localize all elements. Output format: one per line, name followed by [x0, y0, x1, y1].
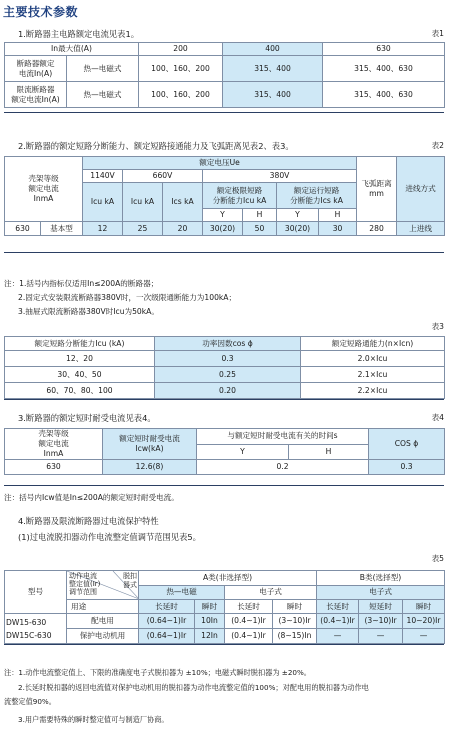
note3-line: 注：1.动作电流整定值上、下限的准确度电子式脱扣器为 ±10%；电磁式瞬时脱扣器为 ±20%。: [4, 668, 311, 677]
t5-cell: —: [359, 629, 403, 644]
t2-shell-header: 壳架等级 额定电流 InmA: [5, 157, 83, 222]
t2-wire-header: 进线方式: [397, 157, 445, 222]
t2-voltage-header: 额定电压Ue: [83, 157, 357, 170]
t5-cell: 10In: [195, 614, 225, 629]
t1-row-label: 限流断路器 额定电流In(A): [5, 82, 67, 108]
caption5: (1)过电流脱扣器动作电流整定值调节范围见表5。: [18, 532, 201, 542]
t3-cell: 60、70、80、100: [5, 383, 155, 399]
t5-b-header: B类(选择型): [317, 571, 445, 586]
t1-cell: 315、400、630: [323, 56, 445, 82]
table4-label: 表4: [431, 413, 444, 422]
note2: 注：括号内Icw值是In≤200A的额定短时耐受电流。: [4, 493, 179, 502]
table5-bottom-rule: [4, 644, 444, 645]
t5-inst-header: 瞬时: [195, 600, 225, 614]
table4: [4, 428, 445, 475]
t2-ics-run-header: 额定运行短路 分断能力Ics kA: [277, 183, 357, 209]
t5-cell: (0.64~1)Ir: [139, 614, 195, 629]
t3-cell: 0.25: [155, 367, 301, 383]
t5-elec1-header: 电子式: [225, 585, 317, 600]
table5-label: 表5: [431, 554, 444, 563]
t3-cell: 2.0×Icu: [301, 351, 445, 367]
t5-model: DW15C-630: [6, 630, 52, 640]
t2-cell: 上进线: [397, 222, 445, 236]
t2-h-header: H: [243, 209, 277, 222]
caption4: 4.断路器及限流断路器过电流保护特性: [18, 516, 159, 526]
t2-y-header: Y: [203, 209, 243, 222]
note3-line: 3.用户需要特殊的瞬时整定值可与制造厂协商。: [18, 715, 169, 724]
t4-cell: 0.2: [197, 460, 369, 475]
t5-use-cell: 配电用: [67, 614, 139, 629]
t5-long-header: 长延时: [317, 600, 359, 614]
table3-label: 表3: [431, 322, 444, 331]
t2-ics-header: Ics kA: [163, 183, 203, 222]
table2-bottom-rule: [4, 252, 444, 253]
t2-y-header: Y: [277, 209, 319, 222]
t5-cell: —: [317, 629, 359, 644]
note1-line: 2.固定式安装限流断路器380V时，一次级限通断能力为100kA；: [18, 293, 237, 302]
t5-diag-text-a: 动作电流 整定值(Ir) 调节范围: [69, 572, 101, 596]
t2-icu-limit-header: 额定极限短路 分断能力Icu kA: [203, 183, 277, 209]
t5-inst-header: 瞬时: [403, 600, 445, 614]
t2-cell: 30: [319, 222, 357, 236]
t5-cell: 10~20)Ir: [403, 614, 445, 629]
page-heading: 主要技术参数: [3, 5, 79, 19]
t2-icu-header: Icu kA: [123, 183, 163, 222]
t2-1140-header: 1140V: [83, 170, 123, 183]
table1: [4, 42, 445, 108]
t1-header-cell: 200: [139, 43, 223, 56]
t5-cell: (0.4~1)Ir: [317, 614, 359, 629]
t1-cell: 100、160、200: [139, 82, 223, 108]
table1-caption: 1.断路器主电路额定电流见表1。: [18, 29, 140, 39]
t5-cell: —: [403, 629, 445, 644]
t5-inst-header: 瞬时: [273, 600, 317, 614]
t5-cell: (3~10)Ir: [359, 614, 403, 629]
t5-diagonal-header: [67, 571, 139, 600]
t5-cell: (0.64~1)Ir: [139, 629, 195, 644]
t5-cell: (0.4~1)Ir: [225, 614, 273, 629]
t1-cell: 315、400、630: [323, 82, 445, 108]
note3-line: 2.长延时脱扣器的返回电流值对保护电动机用的脱扣器为动作电流整定值的100%；对配电用的脱扣器为动作电: [18, 683, 369, 692]
table2: [4, 156, 445, 236]
t4-time-header: 与额定短时耐受电流有关的时间s: [197, 429, 369, 445]
t3-cell: 12、20: [5, 351, 155, 367]
t2-h-header: H: [319, 209, 357, 222]
t4-cos-header: COS ϕ: [369, 429, 445, 460]
note1-line: 注：1.括号内指标仅适用In≤200A的断路器；: [4, 279, 159, 288]
t5-elec2-header: 电子式: [317, 585, 445, 600]
table3: [4, 336, 445, 399]
t3-cell: 0.3: [155, 351, 301, 367]
t5-models-cell: [5, 614, 67, 644]
t5-long-header: 长延时: [225, 600, 273, 614]
t1-row-label: 断路器额定 电流In(A): [5, 56, 67, 82]
t3-cell: 2.2×Icu: [301, 383, 445, 399]
t5-use-header: 用途: [67, 600, 139, 614]
table2-caption: 2.断路器的额定短路分断能力、额定短路接通能力及飞弧距离见表2、表3。: [18, 141, 294, 151]
table4-bottom-rule: [4, 485, 444, 486]
t3-header-cell: 额定短路通能力(n×Icn): [301, 337, 445, 351]
t2-icu-header: Icu kA: [83, 183, 123, 222]
t2-arc-header: 飞弧距离 mm: [357, 157, 397, 222]
t1-cell: 热—电磁式: [67, 82, 139, 108]
t5-a-header: A类(非选择型): [139, 571, 317, 586]
t2-380-header: 380V: [203, 170, 357, 183]
t3-cell: 0.20: [155, 383, 301, 399]
t2-cell: 12: [83, 222, 123, 236]
t1-header-cell: In最大值(A): [5, 43, 139, 56]
t3-cell: 2.1×Icu: [301, 367, 445, 383]
t5-use-cell: 保护电动机用: [67, 629, 139, 644]
table1-bottom-rule: [4, 112, 444, 113]
t5-diag-text-b: 脱扣 器式: [123, 572, 137, 589]
t1-header-cell: 400: [223, 43, 323, 56]
t1-cell: 热—电磁式: [67, 56, 139, 82]
t4-cell: 630: [5, 460, 103, 475]
table1-label: 表1: [431, 29, 444, 38]
table4-caption: 3.断路器的额定短时耐受电流见表4。: [18, 413, 156, 423]
t4-y-header: Y: [197, 444, 289, 460]
t1-cell: 100、160、200: [139, 56, 223, 82]
t5-short-header: 短延时: [359, 600, 403, 614]
t4-h-header: H: [289, 444, 369, 460]
t2-cell: 50: [243, 222, 277, 236]
t1-header-cell: 630: [323, 43, 445, 56]
t1-cell: 315、400: [223, 82, 323, 108]
table5: [4, 570, 445, 644]
t5-cell: (3~10)Ir: [273, 614, 317, 629]
t3-cell: 30、40、50: [5, 367, 155, 383]
t2-660-header: 660V: [123, 170, 203, 183]
t4-icw-header: 额定短时耐受电流 Icw(kA): [103, 429, 197, 460]
t5-model: DW15-630: [6, 617, 47, 627]
t5-cell: 12In: [195, 629, 225, 644]
t3-header-cell: 功率因数cos ϕ: [155, 337, 301, 351]
t5-cell: (0.4~1)Ir: [225, 629, 273, 644]
t2-cell: 20: [163, 222, 203, 236]
note1-line: 3.抽屉式限流断路器380V时Icu为50kA。: [18, 307, 159, 316]
t4-cell: 12.6(8): [103, 460, 197, 475]
t5-thermal-header: 热—电磁: [139, 585, 225, 600]
t5-long-header: 长延时: [139, 600, 195, 614]
t2-cell: 630: [5, 222, 41, 236]
table3-bottom-rule: [4, 399, 444, 400]
t4-cell: 0.3: [369, 460, 445, 475]
note3-line: 流整定值90%。: [4, 697, 56, 706]
t2-cell: 30(20): [203, 222, 243, 236]
t5-model-header: 型号: [5, 571, 67, 614]
t5-cell: (8~15)In: [273, 629, 317, 644]
t1-cell: 315、400: [223, 56, 323, 82]
t2-cell: 280: [357, 222, 397, 236]
t2-cell: 25: [123, 222, 163, 236]
t4-shell-header: 壳架等级 额定电流 InmA: [5, 429, 103, 460]
t3-header-cell: 额定短路分断能力Icu (kA): [5, 337, 155, 351]
table2-label: 表2: [431, 141, 444, 150]
t2-cell: 基本型: [41, 222, 83, 236]
t2-cell: 30(20): [277, 222, 319, 236]
